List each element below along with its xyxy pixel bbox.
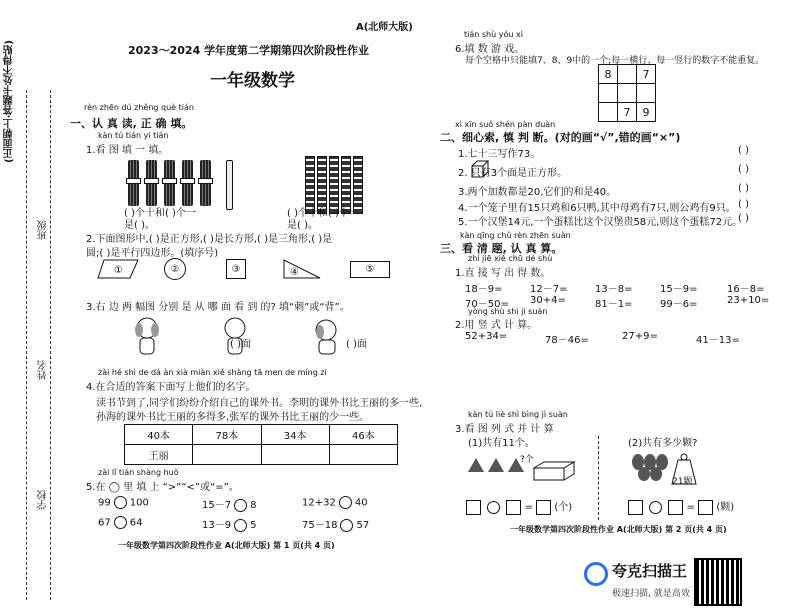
bag-label: 21颗 <box>672 477 693 487</box>
judge-item-4: 4.一个笼子里有15只鸡和6只鸭,其中母鸡有7只,则公鸡有9只。 <box>458 203 736 214</box>
q4-para-1: 读书节到了,同学们纷纷介绍自己的课外书。李明的课外书比王丽的多一些, <box>96 398 423 409</box>
compare-circle[interactable] <box>114 496 127 509</box>
q2-text-2: 圆;( )是平行四边形。(填序号) <box>86 248 219 259</box>
cube-image <box>470 160 490 178</box>
calc: 23+10= <box>727 295 770 306</box>
q1-line-c: ( )个十和( )个一 <box>287 208 359 219</box>
calc: 30+4= <box>530 295 566 306</box>
s3q3-sub1: (1)共有11个。 <box>468 438 535 449</box>
q6-desc: 每个空格中只能填7、8、9中的一个;每一横行、每一竖行的数字不能重复。 <box>465 56 765 66</box>
compare-6: 75－18 57 <box>302 520 370 531</box>
s2-title: 二、细心索, 慎 判 断。(对的画“√”,错的画“×”) <box>440 131 681 144</box>
footer-right: 一年级数学第四次阶段性作业 A(北师大版) 第 2 页(共 4 页) <box>510 525 727 534</box>
exam-title: 2023～2024 学年度第二学期第四次阶段性作业 <box>128 44 370 57</box>
q5-pinyin: zài lǐ tián shàng huò <box>98 468 179 477</box>
answer-box[interactable] <box>536 500 551 515</box>
q3-blank-2[interactable]: ( )面 <box>346 339 367 350</box>
calc: 70－50= <box>465 299 509 310</box>
candies-image <box>630 452 670 482</box>
cakes-image <box>466 452 526 474</box>
name-cell[interactable] <box>261 445 329 465</box>
judge-bracket[interactable]: ( ) <box>738 145 749 156</box>
compare-1: 99 100 <box>98 497 149 509</box>
q1-line-d: 是( )。 <box>287 220 318 231</box>
s3q3-sub2: (2)共有多少颗? <box>628 438 698 449</box>
version-tag: A(北师大版) <box>356 22 413 33</box>
q2-text-1: 2.下面图形中,( )是正方形,( )是长方形,( )是三角形,( )是 <box>86 234 333 245</box>
circle-shape: ② <box>164 258 186 280</box>
sudoku-grid: 8 7 7 9 <box>598 64 656 122</box>
shape-label-4: ④ <box>290 267 299 278</box>
compare-circle[interactable] <box>114 516 127 529</box>
judge-bracket[interactable]: ( ) <box>738 164 749 175</box>
q1-line-b: 是( )。 <box>124 220 155 231</box>
name-cell[interactable] <box>329 445 397 465</box>
judge-item-1: 1.七十三写作73。 <box>458 149 541 160</box>
q6-pinyin: tián shù yóu xì <box>464 30 523 39</box>
q3-text: 3.右 边 两 幅图 分别 是 从 哪 面 看 到 的? 填“刺”或“背”。 <box>86 302 350 313</box>
qr-code-icon <box>694 558 742 606</box>
cell: 78本 <box>193 425 261 445</box>
q1-line-a: ( )个十和( )个一 <box>124 208 196 219</box>
s2-pinyin: xì xīn suǒ shén pàn duàn <box>455 120 556 129</box>
compare-5: 13－9 5 <box>202 520 257 531</box>
judge-item-2: 2. 只有3个面是正方形。 <box>458 168 568 179</box>
answer-box[interactable] <box>466 500 481 515</box>
judge-bracket[interactable]: ( ) <box>738 213 749 224</box>
vcalc: 78－46= <box>545 335 589 346</box>
s1-pinyin: rèn zhēn dú zhěng què tián <box>84 103 194 112</box>
q5-text: 5.在 ◯ 里 填 上 “>”“<”或“=”。 <box>86 482 239 493</box>
vcalc: 52+34= <box>465 331 508 342</box>
s3q1-pinyin: zhí jiē xiě chū dé shù <box>468 254 553 263</box>
watermark-brand: 夸克扫描王 <box>612 562 688 580</box>
subject-title: 一年级数学 <box>210 71 295 91</box>
shape-label-1: ① <box>114 265 123 276</box>
footer-left: 一年级数学第四次阶段性作业 A(北师大版) 第 1 页(共 4 页) <box>118 541 335 550</box>
s3q3-text: 3.看 图 列 式 并 计 算 <box>455 424 554 435</box>
q4-text: 4.在合适的答案下面写上他们的名字。 <box>86 382 256 393</box>
s3q1-text: 1.直 接 写 出 得 数。 <box>455 268 551 279</box>
box-image <box>532 460 576 482</box>
triangle-shape <box>282 258 322 280</box>
answer-box[interactable] <box>506 500 521 515</box>
compare-3: 12+32 40 <box>302 497 368 509</box>
books-table <box>124 424 398 465</box>
cell: 40本 <box>125 425 193 445</box>
answer-box[interactable] <box>698 500 713 515</box>
question-mark-label: ?个 <box>520 455 534 465</box>
name-label: 姓名 <box>38 360 49 380</box>
answer-box[interactable] <box>628 500 643 515</box>
q6-text: 6.填 数 游 戏。 <box>455 44 525 55</box>
equation-2: = (颗) <box>628 498 734 515</box>
calc: 99－6= <box>660 299 698 310</box>
equation-1: = (个) <box>466 498 572 515</box>
operator-circle[interactable] <box>487 501 500 514</box>
s3q2-text: 2.用 竖 式 计 算。 <box>455 320 538 331</box>
compare-circle[interactable] <box>234 499 247 512</box>
scanner-logo-icon <box>584 562 608 586</box>
s3q3-pinyin: kàn tú liè shì bìng jì suàn <box>468 410 568 419</box>
parallelogram-shape <box>96 258 140 280</box>
cell: 34本 <box>261 425 329 445</box>
compare-4: 67 64 <box>98 517 143 529</box>
judge-item-3: 3.两个加数都是20,它们的和是40。 <box>458 187 617 198</box>
s1-title: 一、认 真 读, 正 确 填。 <box>70 117 193 130</box>
watermark-slogan: 极速扫描, 就是高效 <box>612 589 690 599</box>
school-label: 学校 <box>38 490 49 510</box>
calc: 18－9= <box>465 284 503 295</box>
vcalc: 27+9= <box>622 331 658 342</box>
s3q2-pinyin: yòng shù shì jì suàn <box>468 307 548 316</box>
dog-front-image <box>130 316 164 356</box>
vcalc: 41－13= <box>696 335 740 346</box>
s3-pinyin: kàn qīng chǔ rèn zhēn suàn <box>460 231 571 240</box>
compare-circle[interactable] <box>340 519 353 532</box>
operator-circle[interactable] <box>649 501 662 514</box>
calc: 16－8= <box>727 284 765 295</box>
calc: 13－8= <box>595 284 633 295</box>
compare-circle[interactable] <box>339 496 352 509</box>
compare-2: 15－7 8 <box>202 500 257 511</box>
judge-bracket[interactable]: ( ) <box>738 183 749 194</box>
q1-pinyin: kàn tú tián yi tián <box>98 131 169 140</box>
judge-item-5: 5.一个汉堡14元,一个蛋糕比这个汉堡贵58元,则这个蛋糕72元。 <box>458 217 743 228</box>
calc: 81－1= <box>595 299 633 310</box>
s3-title: 三、看 清 题, 认 真 算。 <box>440 242 563 255</box>
cell: 王丽 <box>125 445 193 465</box>
rectangle-shape: ⑤ <box>350 261 390 278</box>
judge-bracket[interactable]: ( ) <box>738 199 749 210</box>
q1-text: 1.看 图 填 一 填。 <box>86 145 169 156</box>
calc: 15－9= <box>660 284 698 295</box>
q4-para-2: 孙海的课外书比王丽的多得多,张军的课外书比王丽的少一些。 <box>96 412 370 423</box>
q4-pinyin: zài hé shì de dá àn xià miàn xiě shàng tā men de míng zi <box>98 368 327 377</box>
binding-note: (正面朝上·答题卡处不得贴) <box>4 40 15 163</box>
dog-side-image <box>310 318 346 356</box>
square-shape: ③ <box>226 259 246 279</box>
class-label: 班级 <box>38 220 49 240</box>
answer-box[interactable] <box>668 500 683 515</box>
calc: 12－7= <box>530 284 568 295</box>
name-cell[interactable] <box>193 445 261 465</box>
cell: 46本 <box>329 425 397 445</box>
q3-blank-1[interactable]: ( )面 <box>230 339 251 350</box>
compare-circle[interactable] <box>234 519 247 532</box>
